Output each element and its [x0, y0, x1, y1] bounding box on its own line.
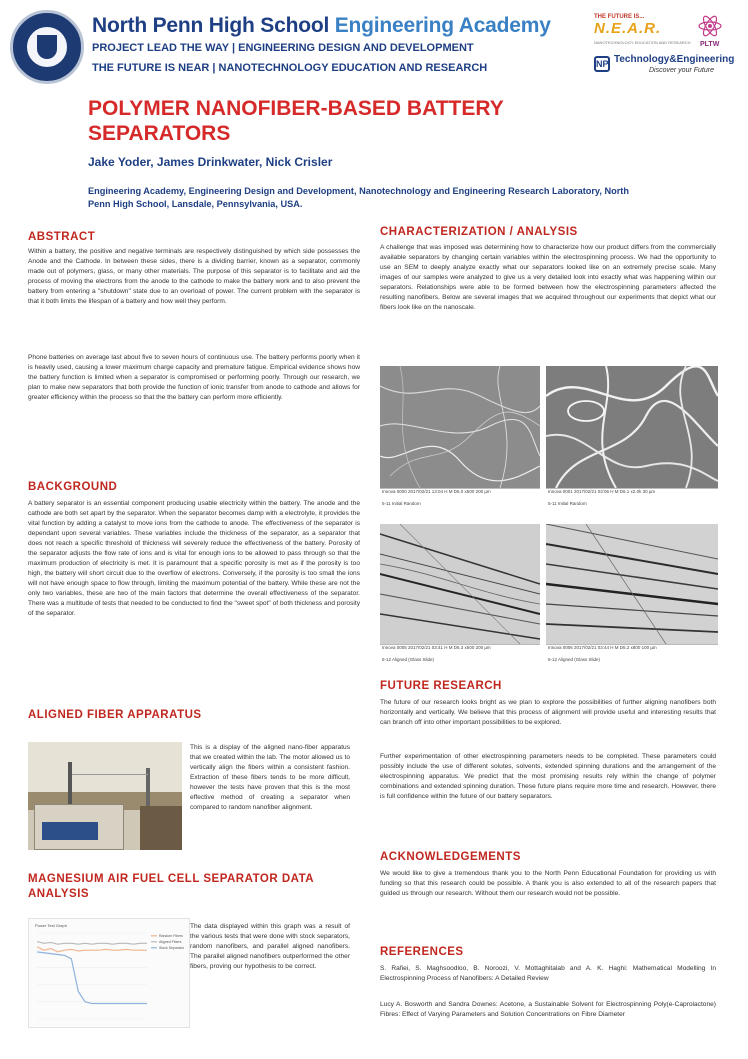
- abstract-heading: ABSTRACT: [28, 231, 96, 243]
- magnesium-description: The data displayed within this graph was a result of the various tests that were done with stock separators, random nanofibers, and parallel aligned nanofibers. The parallel aligned nanofibers outperformed the other fibers, proving our hypothesis to be correct.: [190, 923, 350, 970]
- poster-title: POLYMER NANOFIBER-BASED BATTERY SEPARATORS: [88, 97, 504, 145]
- future-heading: FUTURE RESEARCH: [380, 680, 502, 692]
- poster-authors: Jake Yoder, James Drinkwater, Nick Crisler: [88, 155, 333, 169]
- characterization-paragraph: A challenge that was imposed was determining how to characterize how our product differs from the commercially available separators by changing certain variables within the electrospinning process. We had the opportunity to use an SEM to deeply analyze exactly what our separators looked like on an extremely precise scale. Many images of our samples were analyzed to give us a very detailed look into exactly what was happening within our separators. Relationships were able to be formed between how the electrospinning parameters affected the resulting nanofibers. Below are several images that we acquired throughout our experiments that depict what our fibers look like on the nanoscale.: [380, 244, 716, 311]
- sem-1-info-bar: Innova 0000 2017/02/21 13:04 H M D6.0 x500 200 µm: [380, 488, 540, 500]
- background-heading: BACKGROUND: [28, 481, 118, 493]
- sem-image-2: [546, 366, 718, 500]
- school-name: North Penn High School: [92, 14, 330, 37]
- power-test-chart-svg: [29, 919, 189, 1027]
- chart-title: Power Test Graph: [35, 923, 67, 928]
- chart-series-line: [37, 952, 147, 1004]
- sem-2-caption: 5-11 Initial Random: [548, 501, 587, 506]
- sem-image-1: [380, 366, 540, 500]
- atom-icon: [698, 14, 722, 38]
- sem-image-3: [380, 524, 540, 656]
- sem-4-info-bar: Innova 0006 2017/02/21 03:44 H M D6.2 x800 100 µm: [546, 644, 718, 656]
- np-mark-icon: NP: [594, 56, 610, 72]
- aligned-fiber-apparatus-photo: [28, 742, 182, 850]
- reference-1: S. Rafiei, S. Maghsoodloo, B. Noroozi, V. Mottaghitalab and A. K. Haghi: Mathematical Modelling In Electrospinning Process of Nanofibers: A Detailed Review: [380, 965, 716, 982]
- magnesium-heading: MAGNESIUM AIR FUEL CELL SEPARATOR DATA ANALYSIS: [28, 873, 314, 900]
- acknowledgements-paragraph: We would like to give a tremendous thank you to the North Penn Educational Foundation for providing us with funding so that this research could be possible. A thank you is also extended to all of the research papers that guided us through our research. Without them our research would not be possible.: [380, 870, 716, 897]
- chart-series-line: [37, 947, 147, 952]
- sem-3-caption: 5-12 Aligned (Glass Slide): [382, 657, 435, 662]
- chart-grid: [37, 933, 147, 1019]
- near-logo: [594, 14, 694, 48]
- tech-eng-tagline: Discover your Future: [649, 67, 714, 74]
- header-line-1: PROJECT LEAD THE WAY | ENGINEERING DESIGN AND DEVELOPMENT: [92, 42, 474, 54]
- near-tagline: NANOTECHNOLOGY EDUCATION AND RESEARCH: [594, 40, 691, 45]
- background-paragraph: A battery separator is an essential component producing usable electricity within the battery. The anode and the cathode are both set apart by the separator. When the separator becomes damp with a electrolyte, it provides the vital function by adding a catalyst to move ions from the cathode to anode. The effectiveness of the separator is dependant upon several variables. These variables include the thickness of the separator, as a separator that does not reach a specific threshold of thickness will severely reduce the effectiveness of the battery. Porosity of the separator adjusts the flow rate of ions and is vital for enough ions to be allowed to pass through so that the maximum production of electricity is met. It is paramount that a specific porosity is met as if the porosity is too high, the battery will short circuit due to the overflow of electrons. Conversely, if the porosity is too small the ions will not have enough space to flow through, limiting the maximum potential of the battery. While these are not the only two variables, these are two of the main factors that determine the overall effectiveness of the separator. There was a multitude of tests that needed to be conducted to find the "sweet spot" of both thickness and porosity of the separator.: [28, 500, 360, 617]
- poster-affiliation: Engineering Academy, Engineering Design and Development, Nanotechnology and Engineering Research Laboratory, North Penn High School, Lansdale, Pennsylvania, USA.: [88, 186, 629, 209]
- academy-name: Engineering Academy: [334, 14, 551, 37]
- chart-legend-label: Aligned Fibers: [159, 940, 182, 944]
- reference-2: Lucy A. Bosworth and Sandra Downes: Acetone, a Sustainable Solvent for Electrospinning Poly(e-Caprolactone) Fibres: Effect of Varying Parameters and Solution Concentrations on Fibre Diameter: [380, 1001, 716, 1018]
- chart-lines: [37, 942, 147, 1004]
- near-small-text: THE FUTURE IS...: [594, 14, 645, 20]
- aligned-description: This is a display of the aligned nano-fiber apparatus that we created within the lab. The motor allowed us to vertically align the fibers within a consistent fashion. Extraction of these fibers tends to be more difficult, however the tests have proven that this is the most effective method of creating a separator when compared to random nanofiber alignment.: [190, 744, 350, 811]
- future-paragraph-1: The future of our research looks bright as we plan to explore the possibilities of further aligning nanofibers both horizontally and vertically. We believe that this process of alignment will provide useful and interesting results that can branch off into other important possibilities to be explored.: [380, 699, 716, 726]
- future-paragraph-2: Further experimentation of other electrospinning parameters needs to be completed. These parameters could possibly include the use of different solutes, solvents, extended spinning durations and the arrangement of the electrospinning apparatus. We predict that the most promising results rely within the change of polymer combinations and extended spinning duration. These future plans require more time and research. However, there is full confidence within the future of our battery separators.: [380, 753, 716, 800]
- power-test-chart: [28, 918, 190, 1028]
- characterization-heading: CHARACTERIZATION / ANALYSIS: [380, 226, 578, 238]
- tech-eng-logo: [594, 54, 735, 78]
- header-title: [92, 14, 551, 38]
- sem-image-4: [546, 524, 718, 656]
- aligned-heading: ALIGNED FIBER APPARATUS: [28, 709, 202, 721]
- chart-series-line: [37, 942, 147, 945]
- tech-eng-title: Technology&Engineering: [614, 54, 735, 65]
- near-logo-text: N.E.A.R.: [594, 20, 662, 37]
- sem-1-caption: 5-11 Initial Random: [382, 501, 421, 506]
- sem-2-info-bar: Innova 0001 2017/02/21 03:06 H M D6.1 x2.0k 30 µm: [546, 488, 718, 500]
- chart-legend-label: Stock Separator: [159, 946, 185, 950]
- chart-legend-label: Random Fibers: [159, 934, 183, 938]
- sem-3-info-bar: Innova 0005 2017/02/21 03:41 H M D6.3 x500 200 µm: [380, 644, 540, 656]
- acknowledgements-heading: ACKNOWLEDGEMENTS: [380, 851, 521, 863]
- abstract-paragraph-1: Within a battery, the positive and negative terminals are respectively distinguished by which side possesses the Anode and the Cathode. In between these sides, there is a dividing barrier, known as a separator, commonly made out of polymers, glass, or many other materials. The purpose of this separator is to facilitate and aid the process of moving the electrons from the anode to the cathode to make the battery work and to also prevent the battery from entering a "shutdown" state due to an overload of power. The current problem with the separator is that it both limits the lifespan of a battery and how well they perform.: [28, 248, 360, 305]
- chart-legend: [151, 934, 185, 950]
- sem-4-caption: 5-12 Aligned (Glass Slide): [548, 657, 601, 662]
- abstract-paragraph-2: Phone batteries on average last about five to seven hours of continuous use. The battery performs poorly when it is heavily used, causing a lower maximum charge capacity and premature fatigue. Empirical evidence shows how the battery function is limited when a separator is compromised or performing poorly. Through our research, we plan to make new separators that both provide the function of ionic transfer from anode to cathode and allows for greater efficiency within the process so that the the battery can perform more efficiently.: [28, 354, 360, 401]
- references-heading: REFERENCES: [380, 946, 464, 958]
- pltw-logo: PLTW: [700, 41, 720, 48]
- school-seal-logo: [10, 10, 84, 84]
- header-line-2: THE FUTURE IS NEAR | NANOTECHNOLOGY EDUCATION AND RESEARCH: [92, 62, 488, 74]
